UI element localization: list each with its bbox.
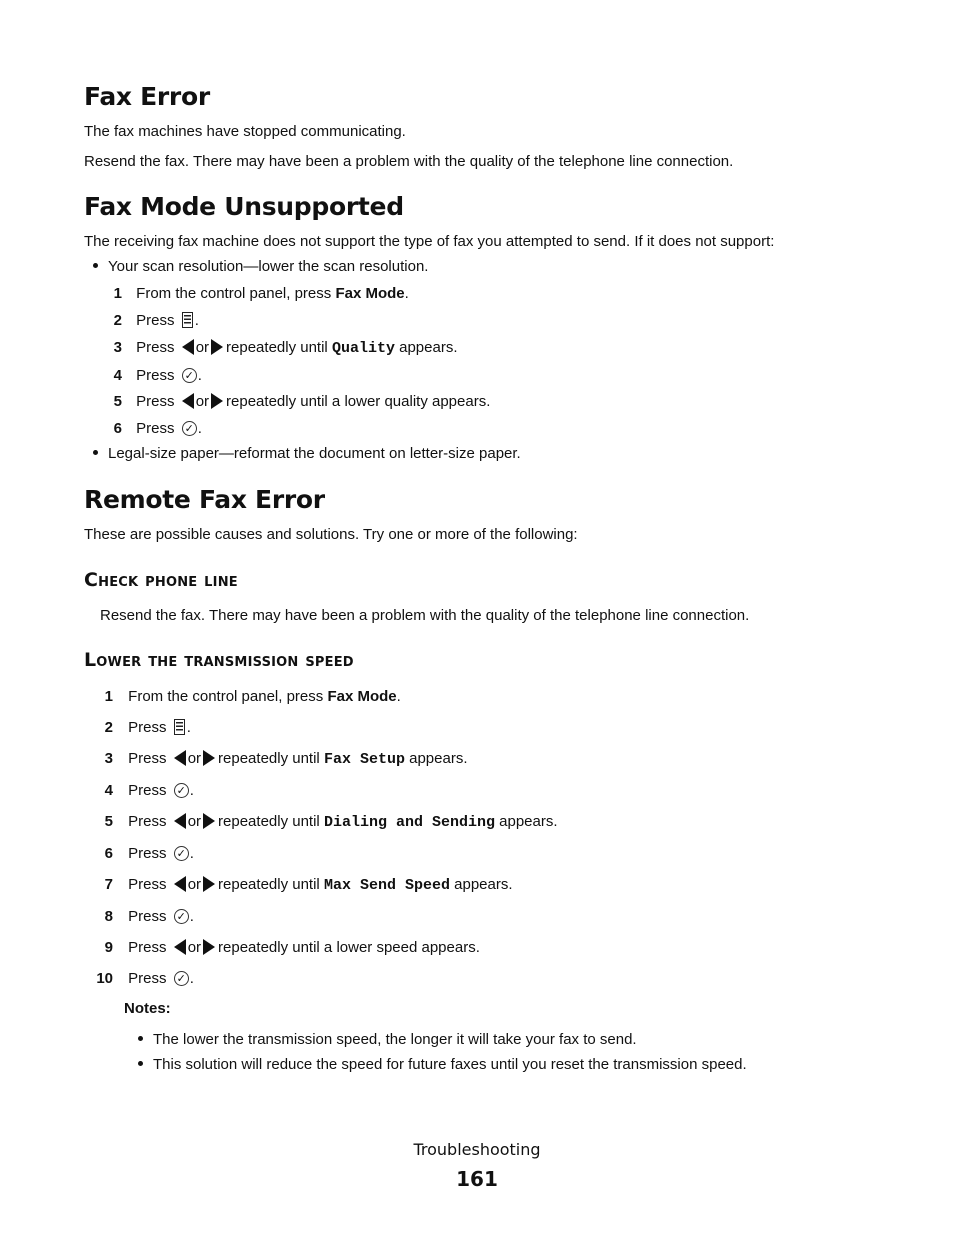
step-text: Press [136, 312, 179, 329]
step-code: Dialing and Sending [323, 814, 495, 831]
step-number: 7 [104, 876, 113, 893]
note-bullet-1: The lower the transmission speed, the longer it will take your fax to send. [138, 1031, 637, 1049]
fax-mode-bullet-resolution: Your scan resolution—lower the scan resolution. [93, 258, 428, 276]
step-text-end: . [189, 970, 194, 987]
speed-step-2 [94, 719, 191, 737]
step-text: Press [136, 393, 179, 410]
step-text-mid: repeatedly until a lower speed appears. [218, 939, 480, 956]
footer-section-label: Troubleshooting [413, 1140, 541, 1159]
step-text-end: appears. [494, 813, 558, 830]
remote-fax-intro: These are possible causes and solutions. Try one or more of the following: [84, 526, 578, 543]
step-text: Press [136, 367, 179, 384]
step-text-end: . [396, 688, 401, 705]
step-text-mid: repeatedly until [218, 813, 324, 830]
step-text: Press [128, 845, 171, 862]
subheading-check-phone-line: Check phone line [84, 569, 238, 591]
step-text-end: . [189, 782, 194, 799]
speed-step-7 [94, 876, 513, 895]
left-arrow-icon [174, 939, 186, 955]
right-arrow-icon [203, 939, 215, 955]
step-text-mid: repeatedly until [218, 876, 324, 893]
step-text-end: . [404, 285, 409, 302]
step-text: Press [136, 420, 179, 437]
speed-step-1 [94, 688, 401, 706]
select-check-icon: ✓ [174, 783, 189, 798]
step-or: or [195, 393, 210, 410]
left-arrow-icon [182, 339, 194, 355]
step-text-end: . [189, 845, 194, 862]
speed-step-5 [94, 813, 558, 832]
step-number: 1 [104, 688, 113, 705]
step-text-mid: repeatedly until a lower quality appears. [226, 393, 491, 410]
step-number: 2 [113, 312, 122, 329]
speed-step-9 [94, 939, 480, 957]
step-text: Press [128, 970, 171, 987]
step-or: or [187, 939, 202, 956]
step-number: 5 [104, 813, 113, 830]
right-arrow-icon [211, 393, 223, 409]
step-text-end: . [197, 367, 202, 384]
right-arrow-icon [203, 876, 215, 892]
step-text-end: appears. [449, 876, 513, 893]
step-number: 8 [104, 908, 113, 925]
step-bold-text: Fax Mode [335, 285, 405, 302]
step-text: Press [128, 813, 171, 830]
step-or: or [187, 876, 202, 893]
fax-mode-step-6 [108, 420, 202, 438]
step-number: 9 [104, 939, 113, 956]
select-check-icon: ✓ [174, 909, 189, 924]
step-number: 6 [113, 420, 122, 437]
fax-error-paragraph-2: Resend the fax. There may have been a problem with the quality of the telephone line connection. [84, 153, 734, 170]
step-text-end: appears. [404, 750, 468, 767]
step-or: or [195, 339, 210, 356]
step-text: Press [128, 876, 171, 893]
left-arrow-icon [174, 876, 186, 892]
step-text: Press [128, 908, 171, 925]
step-text: From the control panel, press [136, 285, 336, 302]
left-arrow-icon [174, 750, 186, 766]
step-text: Press [128, 939, 171, 956]
speed-step-8 [94, 908, 194, 926]
step-number: 6 [104, 845, 113, 862]
step-text: Press [136, 339, 179, 356]
speed-step-4 [94, 782, 194, 800]
note-bullet-2: This solution will reduce the speed for future faxes until you reset the transmission speed. [138, 1056, 747, 1074]
step-text-mid: repeatedly until [226, 339, 332, 356]
step-text-end: appears. [394, 339, 458, 356]
left-arrow-icon [174, 813, 186, 829]
fax-mode-step-3 [108, 339, 458, 358]
right-arrow-icon [211, 339, 223, 355]
step-text-end: . [186, 719, 191, 736]
fax-error-paragraph-1: The fax machines have stopped communicating. [84, 123, 406, 140]
step-bold-text: Fax Mode [327, 688, 397, 705]
step-number: 10 [96, 970, 113, 987]
speed-step-3 [94, 750, 468, 769]
menu-icon [174, 719, 185, 735]
select-check-icon: ✓ [174, 971, 189, 986]
step-or: or [187, 813, 202, 830]
fax-mode-step-1 [108, 285, 409, 303]
menu-icon [182, 312, 193, 328]
select-check-icon: ✓ [182, 421, 197, 436]
step-text-mid: repeatedly until [218, 750, 324, 767]
left-arrow-icon [182, 393, 194, 409]
fax-mode-bullet-legal-paper: Legal-size paper—reformat the document on letter-size paper. [93, 445, 521, 463]
step-text: Press [128, 750, 171, 767]
subheading-lower-transmission-speed: Lower the transmission speed [84, 649, 354, 671]
heading-fax-error: Fax Error [84, 82, 210, 111]
step-text: From the control panel, press [128, 688, 328, 705]
step-text-end: . [189, 908, 194, 925]
fax-mode-step-5 [108, 393, 490, 411]
fax-mode-step-4 [108, 367, 202, 385]
notes-label: Notes: [124, 1000, 171, 1017]
fax-mode-intro: The receiving fax machine does not support the type of fax you attempted to send. If it does not support: [84, 233, 775, 250]
step-text-end: . [194, 312, 199, 329]
step-number: 1 [113, 285, 122, 302]
heading-fax-mode-unsupported: Fax Mode Unsupported [84, 192, 404, 221]
step-code: Max Send Speed [323, 877, 450, 894]
step-number: 4 [113, 367, 122, 384]
select-check-icon: ✓ [174, 846, 189, 861]
step-number: 5 [113, 393, 122, 410]
speed-step-6 [94, 845, 194, 863]
step-code: Quality [331, 340, 395, 357]
step-or: or [187, 750, 202, 767]
right-arrow-icon [203, 813, 215, 829]
step-number: 3 [104, 750, 113, 767]
speed-step-10 [94, 970, 194, 988]
page-number: 161 [456, 1167, 498, 1191]
step-text-end: . [197, 420, 202, 437]
step-text: Press [128, 719, 171, 736]
step-number: 3 [113, 339, 122, 356]
select-check-icon: ✓ [182, 368, 197, 383]
check-phone-line-text: Resend the fax. There may have been a problem with the quality of the telephone line connection. [100, 607, 750, 624]
fax-mode-step-2 [108, 312, 199, 330]
step-number: 4 [104, 782, 113, 799]
right-arrow-icon [203, 750, 215, 766]
step-number: 2 [104, 719, 113, 736]
heading-remote-fax-error: Remote Fax Error [84, 485, 325, 514]
step-code: Fax Setup [323, 751, 405, 768]
step-text: Press [128, 782, 171, 799]
